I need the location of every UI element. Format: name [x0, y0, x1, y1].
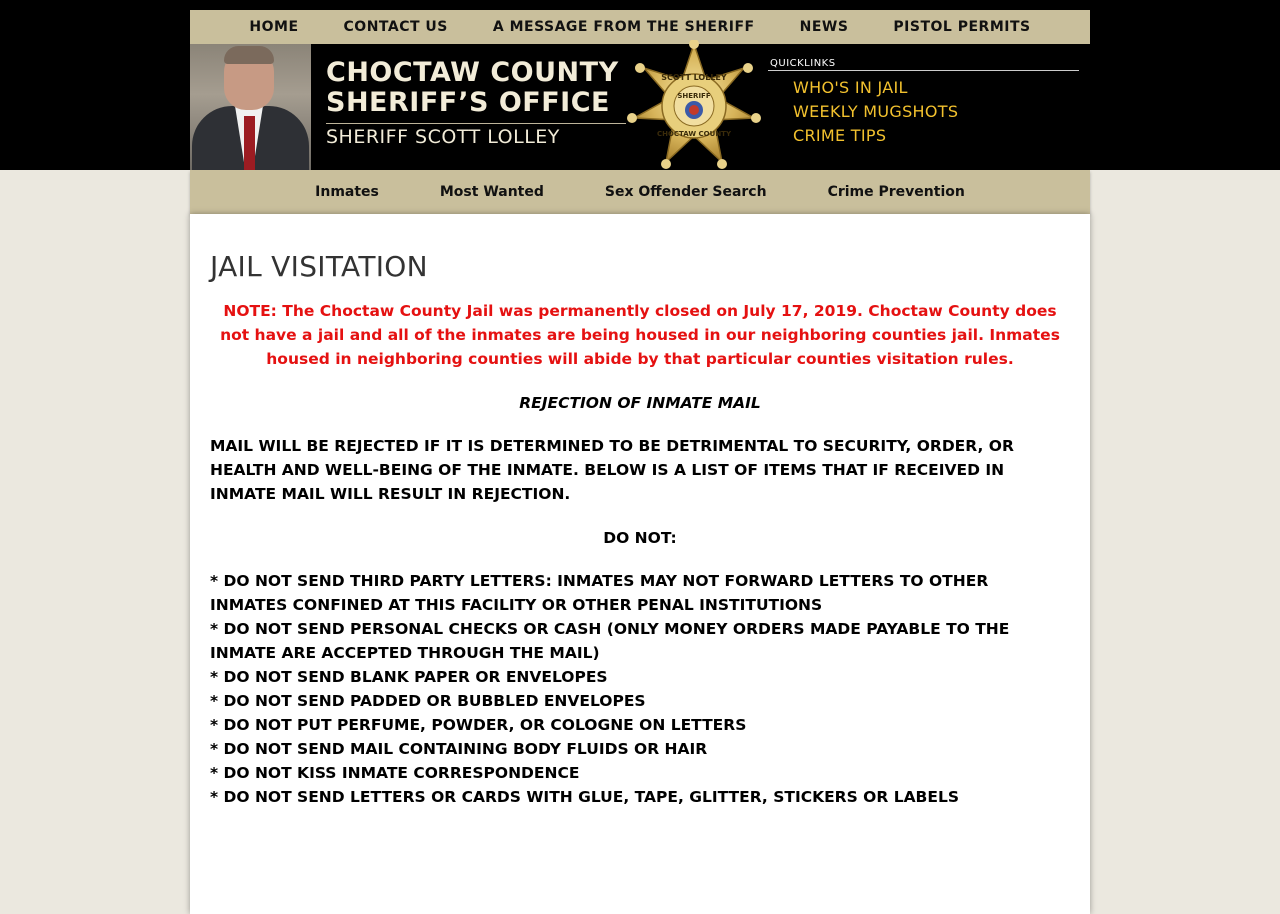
title-divider	[326, 123, 626, 124]
nav-news-link[interactable]: NEWS	[799, 19, 849, 35]
quicklink-weekly-mugshots[interactable]: WEEKLY MUGSHOTS	[793, 102, 959, 121]
list-item: * DO NOT SEND MAIL CONTAINING BODY FLUIDS OR HAIR	[210, 740, 708, 758]
quicklinks-panel	[768, 58, 1079, 148]
site-title[interactable]	[326, 58, 619, 118]
list-item: * DO NOT KISS INMATE CORRESPONDENCE	[210, 764, 580, 782]
quicklinks-label: QUICKLINKS	[770, 58, 836, 69]
list-item: * DO NOT PUT PERFUME, POWDER, OR COLOGNE ON LETTERS	[210, 716, 747, 734]
nav-pistol-permits-link[interactable]: PISTOL PERMITS	[893, 19, 1031, 35]
page-wrapper	[190, 10, 1090, 914]
subnav-crime-prevention-link[interactable]: Crime Prevention	[827, 184, 965, 200]
quicklinks-divider	[768, 70, 1079, 71]
mail-rejection-intro: MAIL WILL BE REJECTED IF IT IS DETERMINED TO BE DETRIMENTAL TO SECURITY, ORDER, OR HEALTH AND WELL-BEING OF THE INMATE. BELOW IS A LIST OF ITEMS THAT IF RECEIVED IN INMATE MAIL WILL RESULT IN REJECTION.	[210, 437, 1014, 503]
sheriff-badge-logo	[626, 40, 762, 170]
header-banner	[190, 44, 1090, 170]
list-item: * DO NOT SEND PADDED OR BUBBLED ENVELOPES	[210, 692, 646, 710]
top-navigation	[190, 10, 1090, 44]
main-content	[190, 214, 1090, 914]
subnav-inmates-link[interactable]: Inmates	[315, 184, 379, 200]
nav-home-link[interactable]: HOME	[249, 19, 299, 35]
sheriff-photo	[190, 44, 311, 170]
mail-rules-list	[210, 569, 1070, 809]
site-title-line2: SHERIFF’S OFFICE	[326, 87, 610, 118]
badge-bottom-text: CHOCTAW COUNTY	[656, 130, 732, 138]
page-title: JAIL VISITATION	[210, 250, 428, 283]
subnav-most-wanted-link[interactable]: Most Wanted	[439, 184, 544, 200]
list-item: * DO NOT SEND LETTERS OR CARDS WITH GLUE, TAPE, GLITTER, STICKERS OR LABELS	[210, 788, 960, 806]
jail-closed-notice: NOTE: The Choctaw County Jail was permanently closed on July 17, 2019. Choctaw County does not have a jail and all of the inmates are being housed in our neighboring counties jail. Inmates housed in neighboring counties will abide by that particular counties visitation rules.	[220, 302, 1060, 368]
list-item: * DO NOT SEND THIRD PARTY LETTERS: INMATES MAY NOT FORWARD LETTERS TO OTHER INMATES CONFINED AT THIS FACILITY OR OTHER PENAL INSTITUTIONS	[210, 572, 989, 614]
site-title-line1: CHOCTAW COUNTY	[326, 57, 619, 88]
list-item: * DO NOT SEND BLANK PAPER OR ENVELOPES	[210, 668, 608, 686]
list-item: * DO NOT SEND PERSONAL CHECKS OR CASH (ONLY MONEY ORDERS MADE PAYABLE TO THE INMATE ARE ACCEPTED THROUGH THE MAIL)	[210, 620, 1010, 662]
quicklink-crime-tips[interactable]: CRIME TIPS	[793, 126, 887, 145]
subnav-sex-offender-search-link[interactable]: Sex Offender Search	[604, 184, 767, 200]
nav-sheriff-message-link[interactable]: A MESSAGE FROM THE SHERIFF	[492, 19, 755, 35]
badge-top-text: SCOTT LOLLEY	[661, 73, 727, 82]
quicklink-whos-in-jail[interactable]: WHO'S IN JAIL	[793, 78, 908, 97]
sheriff-name: SHERIFF SCOTT LOLLEY	[326, 126, 560, 148]
secondary-navigation	[190, 170, 1090, 214]
do-not-heading: DO NOT:	[603, 529, 677, 547]
nav-contact-us-link[interactable]: CONTACT US	[343, 19, 448, 35]
badge-center-text: SHERIFF	[677, 92, 711, 100]
section-title: REJECTION OF INMATE MAIL	[519, 394, 761, 412]
